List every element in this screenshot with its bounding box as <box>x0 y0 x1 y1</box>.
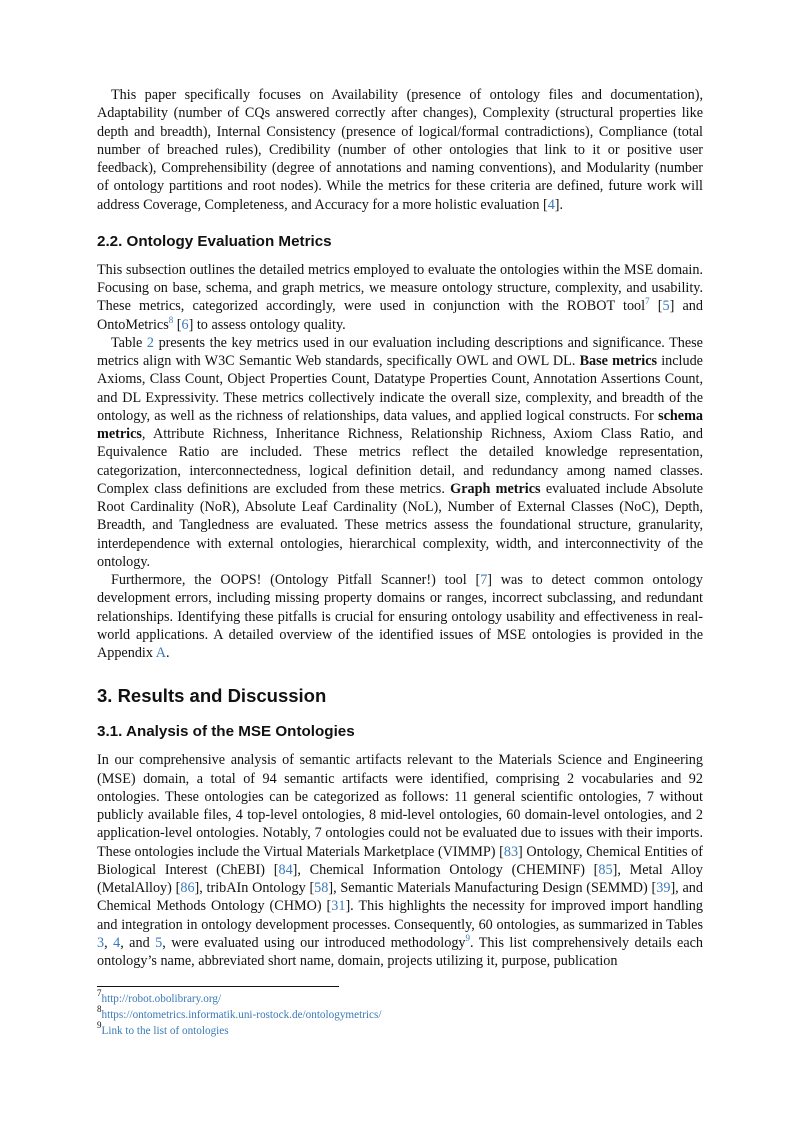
citation-link[interactable]: 83 <box>503 843 519 860</box>
citation-link[interactable]: 39 <box>656 880 671 896</box>
footnotes <box>97 988 703 1039</box>
bold-term-base-metrics: Base metrics <box>579 353 658 369</box>
paragraph-mse-analysis: In our comprehensive analysis of semantic artifacts relevant to the Materials Science and Engineering (MSE) domain, a total of 94 semantic artifacts were identified, comprising 2 vocabularies and 92 ontologies. These ontologies can be categorized as follows: 11 general scientific ontologies, 7 without publicly available files, 4 top-level ontologies, 8 mid-level ontologies, 60 domain-level ontologies, and 2 application-level ontologies. Notably, 7 ontologies could not be evaluated due to issues with their imports. These ontologies include the Virtual Materials Marketplace (VIMMP) [83] Ontology, Chemical Entities of Biological Interest (ChEBI) [84], Chemical Information Ontology (CHEMINF) [85], Metal Alloy (MetalAlloy) [86], tribAIn Ontology [58], Semantic Materials Manufacturing Design (SEMMD) [39], and Chemical Methods Ontology (CHMO) [31]. This highlights the necessity for improved import handling and integration in ontology development processes. Consequently, 60 ontologies, as summarized in Tables 3, 4, and 5, were evaluated using our introduced methodology$^9$. This list comprehensively details each ontology’s name, abbreviated short name, domain, projects utilizing it, purpose, publication <box>97 752 704 969</box>
footnote-8: $^8$https://ontometrics.informatik.uni-rostock.de/ontologymetrics/ <box>97 1004 382 1021</box>
citation-link[interactable]: 86 <box>180 880 195 896</box>
citation-link[interactable]: 58 <box>314 880 329 896</box>
paragraph-eval-criteria: This paper specifically focuses on Availability (presence of ontology files and documentation), Adaptability (number of CQs answered correctly after changes), Complexity (structural properties like depth and breadth), Internal Consistency (presence of logical/formal contradictions), Compliance (total number of breached rules), Credibility (number of other ontologies that link to it or positive user feedback), Comprehensibility (degree of annotations and naming conventions), and Modularity (number of ontology partitions and root nodes). While the metrics for these criteria are defined, future work will address Coverage, Completeness, and Accuracy for a more holistic evaluation [4]. <box>97 87 703 213</box>
citation-link[interactable]: 84 <box>278 861 293 878</box>
citation-link[interactable]: 5 <box>662 298 670 315</box>
footnote-ref-7[interactable]: 7 <box>645 296 650 307</box>
footnote-ref-9[interactable]: 9 <box>465 932 471 943</box>
citation-link[interactable]: 31 <box>331 898 346 915</box>
section-heading-3-1: 3.1. Analysis of the MSE Ontologies <box>97 723 355 741</box>
appendix-ref-link[interactable]: A <box>155 645 166 661</box>
footnote-ref-8[interactable]: 8 <box>168 314 174 325</box>
bold-term-graph-metrics: Graph metrics <box>450 480 541 497</box>
table-ref-link[interactable]: 5 <box>155 934 163 951</box>
table-ref-link[interactable]: 3 <box>97 934 105 951</box>
citation-link[interactable]: 4 <box>547 196 555 213</box>
section-heading-2-2: 2.2. Ontology Evaluation Metrics <box>97 232 332 250</box>
footnote-link[interactable]: Link to the list of ontologies <box>101 1025 229 1037</box>
section-heading-3: 3. Results and Discussion <box>97 685 327 707</box>
footnote-9: $^9$Link to the list of ontologies <box>97 1020 229 1037</box>
footnote-link[interactable]: https://ontometrics.informatik.uni-rostock.de/ontologymetrics/ <box>101 1009 382 1021</box>
page-body <box>97 86 703 970</box>
bold-term-schema-metrics: schema metrics <box>97 407 703 442</box>
table-ref-link[interactable]: 4 <box>113 934 121 951</box>
citation-link[interactable]: 6 <box>181 316 189 333</box>
citation-link[interactable]: 7 <box>480 572 488 588</box>
table-ref-link[interactable]: 2 <box>146 334 154 351</box>
paragraph-oops-tool: Furthermore, the OOPS! (Ontology Pitfall Scanner!) tool [7] was to detect common ontology development errors, including missing property domains or ranges, incorrect subclassing, and redundant relationships. Identifying these pitfalls is crucial for ensuring ontology usability and effectiveness in real-world applications. A detailed overview of the identified issues of MSE ontologies is provided in the Appendix A. <box>97 572 703 661</box>
footnote-link[interactable]: http://robot.obolibrary.org/ <box>101 993 222 1005</box>
citation-link[interactable]: 85 <box>598 861 613 878</box>
paragraph-metrics-intro: This subsection outlines the detailed metrics employed to evaluate the ontologies within the MSE domain. Focusing on base, schema, and graph metrics, we measure ontology structure, complexity, and usability. These metrics, categorized accordingly, were used in conjunction with the ROBOT tool$^7$ [5] and OntoMetrics$^8$ [6] to assess ontology quality. <box>97 261 703 333</box>
paragraph-metrics-table: Table 2 presents the key metrics used in our evaluation including descriptions and significance. These metrics align with W3C Semantic Web standards, specifically OWL and OWL DL. Base metrics include Axioms, Class Count, Object Properties Count, Datatype Properties Count, Annotation Assertions Count, and DL Expressivity. These metrics collectively indicate the overall size, complexity, and breadth of the ontology, as well as the richness of relationships, data values, and applied logical constructs. For schema metrics, Attribute Richness, Inheritance Richness, Relationship Richness, Axiom Class Ratio, and Equivalence Ratio are included. These metrics reflect the detailed knowledge representation, categorization, interconnectedness, logical definition detail, and redundancy among named classes. Complex class definitions are excluded from these metrics. Graph metrics evaluated include Absolute Root Cardinality (NoR), Absolute Leaf Cardinality (NoL), Number of External Classes (NoC), Depth, Breadth, and Tangledness are evaluated. These metrics assess the foundational structure, granularity, interdependence with external ontologies, hierarchical complexity, width, and interconnectivity of the ontology. <box>97 334 704 570</box>
footnote-divider <box>97 986 339 987</box>
footnote-7: $^7$http://robot.obolibrary.org/ <box>97 988 222 1005</box>
